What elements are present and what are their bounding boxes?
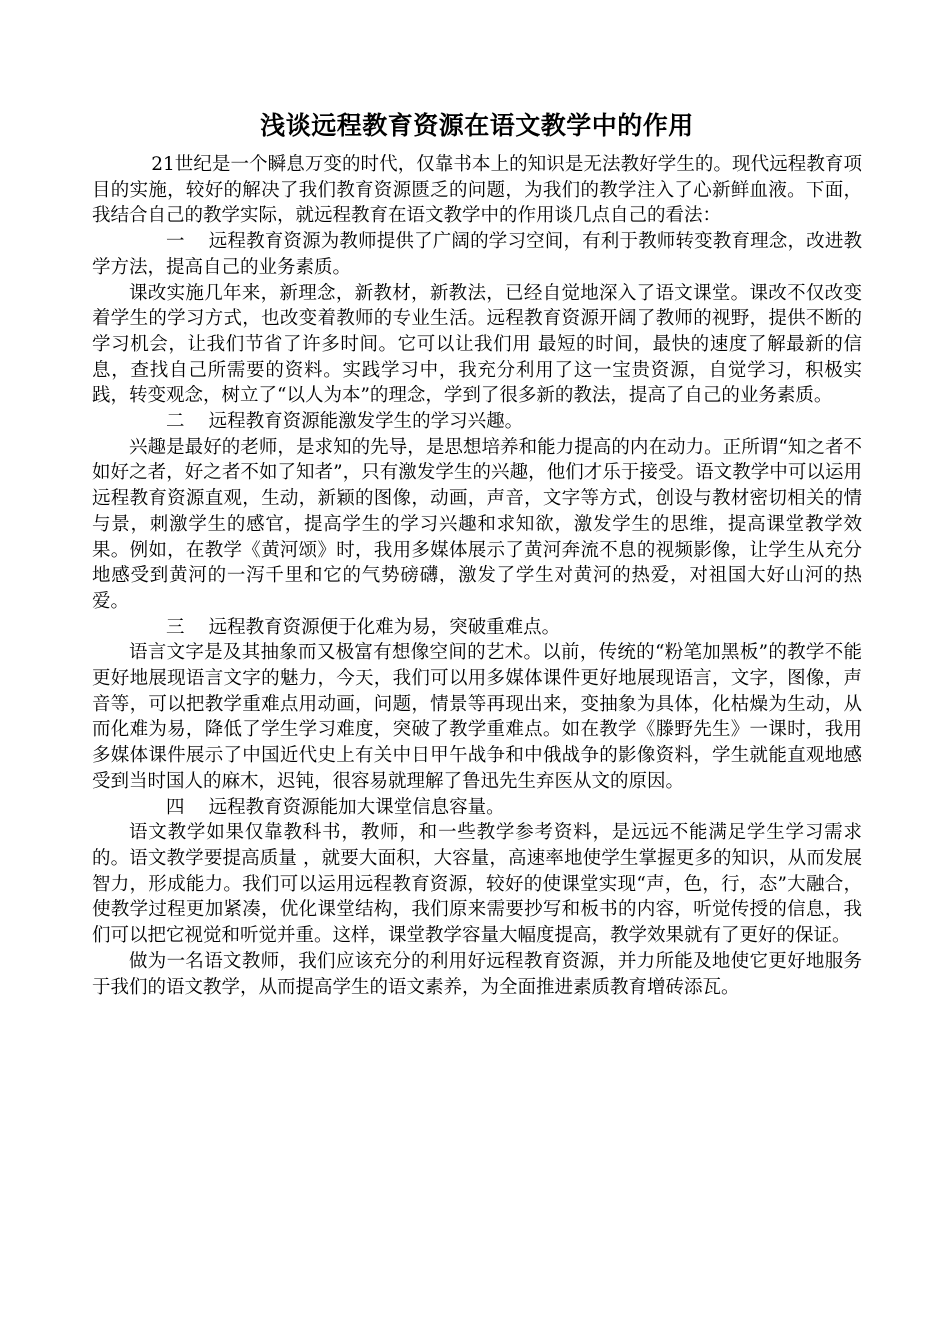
section-2-heading-text: 远程教育资源能激发学生的学习兴趣。 <box>208 411 524 433</box>
document-title: 浅谈远程教育资源在语文教学中的作用 <box>260 111 694 140</box>
section-4-number: 四 <box>166 796 185 818</box>
section-4-heading <box>92 795 862 821</box>
section-3-heading <box>92 615 862 641</box>
conclusion-paragraph: 做为一名语文教师，我们应该充分的利用好远程教育资源，并力所能及地使它更好地服务于我们的语文教学，从而提高学生的语文素养，为全面推进素质教育增砖添瓦。 <box>92 950 862 998</box>
section-1-body: 课改实施几年来，新理念，新教材，新教法，已经自觉地深入了语文课堂。课改不仅改变着学生的学习方式，也改变着教师的专业生活。远程教育资源开阔了教师的视野，提供不断的学习机会，让我们节省了许多时间。它可以让我们用 最短的时间，最快的速度了解最新的信息，查找自己所需要的资料。实践学习中，我充分利用了这一宝贵资源，自觉学习，积极实践，转变观念，树立了“以人为本”的理念，学到了很多新的教法，提高了自己的业务素质。 <box>92 282 862 407</box>
document-page <box>92 108 862 1000</box>
section-1-number: 一 <box>166 231 185 253</box>
section-3-number: 三 <box>166 616 185 638</box>
section-4-body: 语文教学如果仅靠教科书，教师，和一些教学参考资料，是远远不能满足学生学习需求的。语文教学要提高质量 ，就要大面积，大容量，高速率地使学生掌握更多的知识，从而发展智力，形成能力。我们可以运用远程教育资源，较好的使课堂实现“声，色，行，态”大融合，使教学过程更加紧凑，优化课堂结构，我们原来需要抄写和板书的内容，听觉传授的信息，我们可以把它视觉和听觉并重。这样，课堂教学容量大幅度提高，教学效果就有了更好的保证。 <box>92 822 862 947</box>
section-2-heading <box>92 409 862 435</box>
section-1-heading-text: 远程教育资源为教师提供了广阔的学习空间，有利于教师转变教育理念，改进教学方法，提高自己的业务素质。 <box>92 231 862 278</box>
section-3-body: 语言文字是及其抽象而又极富有想像空间的艺术。以前，传统的“粉笔加黑板”的教学不能更好地展现语言文字的魅力，今天，我们可以用多媒体课件更好地展现语言，文字，图像，声音等，可以把教学重难点用动画，问题，情景等再现出来，变抽象为具体，化枯燥为生动，从而化难为易，降低了学生学习难度，突破了教学重难点。如在教学《滕野先生》一课时，我用多媒体课件展示了中国近代史上有关中日甲午战争和中俄战争的影像资料，学生就能直观地感受到当时国人的麻木，迟钝，很容易就理解了鲁迅先生弃医从文的原因。 <box>92 642 862 792</box>
section-4-heading-text: 远程教育资源能加大课堂信息容量。 <box>208 796 505 818</box>
section-3-heading-text: 远程教育资源便于化难为易，突破重难点。 <box>208 616 561 638</box>
section-1-heading <box>92 229 862 280</box>
section-2-number: 二 <box>166 411 185 433</box>
intro-paragraph: 21世纪是一个瞬息万变的时代，仅靠书本上的知识是无法教好学生的。现代远程教育项目的实施，较好的解决了我们教育资源匮乏的问题，为我们的教学注入了心新鲜血液。下面，我结合自己的教学实际，就远程教育在语文教学中的作用谈几点自己的看法： <box>92 154 862 227</box>
section-2-body: 兴趣是最好的老师，是求知的先导，是思想培养和能力提高的内在动力。正所谓“知之者不如好之者，好之者不如了知者”，只有激发学生的兴趣，他们才乐于接受。语文教学中可以运用远程教育资源直观，生动，新颖的图像，动画，声音，文字等方式，创设与教材密切相关的情与景，刺激学生的感官，提高学生的学习兴趣和求知欲，激发学生的思维，提高课堂教学效果。例如，在教学《黄河颂》时，我用多媒体展示了黄河奔流不息的视频影像，让学生从充分地感受到黄河的一泻千里和它的气势磅礴，激发了学生对黄河的热爱，对祖国大好山河的热爱。 <box>92 436 862 612</box>
